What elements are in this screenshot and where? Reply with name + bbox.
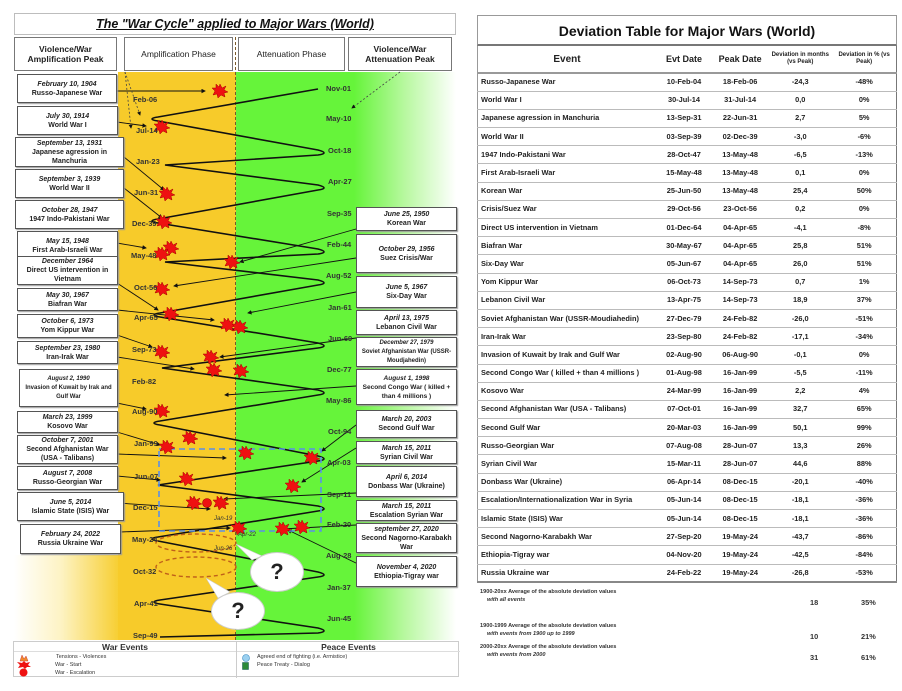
table-row: [478, 364, 897, 382]
cell-dev-months: -17,1: [768, 328, 832, 346]
cell-evt-date: 15-Mar-11: [656, 455, 712, 473]
amp-peak-label: Jan-23: [136, 157, 160, 166]
cell-event: Soviet Afghanistan War (USSR-Moudiahedin): [478, 309, 656, 327]
cell-dev-months: 18,9: [768, 291, 832, 309]
cell-event: Russo-Georgian War: [478, 437, 656, 455]
cell-peak-date: 04-Apr-65: [712, 255, 768, 273]
averages-section: [477, 583, 897, 683]
amp-peak-label: Jul-14: [136, 126, 158, 135]
cell-event: Lebanon Civil War: [478, 291, 656, 309]
cell-peak-date: 24-Feb-82: [712, 328, 768, 346]
cell-event: 1947 Indo-Pakistani War: [478, 146, 656, 164]
amp-peak-label: Feb-06: [133, 95, 158, 104]
table-row: [478, 346, 897, 364]
cell-dev-months: 0,2: [768, 200, 832, 218]
cell-evt-date: 20-Mar-03: [656, 419, 712, 437]
cell-dev-months: 26,0: [768, 255, 832, 273]
cell-dev-pct: -36%: [832, 510, 896, 528]
event-box-congo: August 1, 1998 Second Congo War ( killed + than 4 millions ): [356, 369, 457, 405]
event-box-donbass: April 6, 2014 Donbass War (Ukraine): [356, 466, 457, 497]
average-months: 18: [810, 598, 819, 608]
forecast-bubble-2: ?: [211, 592, 265, 630]
att-peak-label: Apr-03: [327, 458, 351, 467]
cell-dev-pct: -8%: [832, 219, 896, 237]
amp-peak-label: Dec-39: [132, 219, 157, 228]
table-row: [478, 437, 897, 455]
cell-evt-date: 13-Sep-31: [656, 109, 712, 127]
amp-peak-label: Sep-49: [133, 631, 158, 640]
event-box-kosovo: March 23, 1999 Kosovo War: [17, 411, 118, 433]
cell-evt-date: 01-Dec-64: [656, 219, 712, 237]
table-row: [478, 564, 897, 582]
cell-event: Biafran War: [478, 237, 656, 255]
cell-evt-date: 05-Jun-67: [656, 255, 712, 273]
cell-dev-pct: -6%: [832, 128, 896, 146]
cell-evt-date: 10-Feb-04: [656, 73, 712, 91]
cell-peak-date: 24-Feb-82: [712, 309, 768, 327]
table-row: [478, 328, 897, 346]
cell-peak-date: 23-Oct-56: [712, 200, 768, 218]
deviation-table-panel: [477, 15, 897, 683]
cell-event: Invasion of Kuwait by Irak and Gulf War: [478, 346, 656, 364]
event-box-manchuria: September 13, 1931 Japanese agression in Manchuria: [15, 137, 124, 167]
table-row: [478, 528, 897, 546]
cell-evt-date: 24-Feb-22: [656, 564, 712, 582]
col-evt-date: Evt Date: [656, 46, 712, 73]
cell-evt-date: 13-Apr-75: [656, 291, 712, 309]
amp-peak-label: Apr-41: [134, 599, 158, 608]
cell-dev-months: -20,1: [768, 473, 832, 491]
amp-peak-label: Sep-73: [132, 345, 157, 354]
amp-peak-label: May-48: [131, 251, 157, 260]
cell-evt-date: 07-Oct-01: [656, 400, 712, 418]
att-peak-label: May-10: [326, 114, 352, 123]
event-box-iran-irak: September 23, 1980 Iran-Irak War: [17, 341, 118, 364]
cell-dev-pct: -40%: [832, 473, 896, 491]
table-row: [478, 146, 897, 164]
cell-dev-months: -26,8: [768, 564, 832, 582]
cell-peak-date: 19-May-24: [712, 546, 768, 564]
cell-dev-pct: 4%: [832, 382, 896, 400]
deviation-table: [477, 46, 897, 583]
cell-event: Russo-Japanese War: [478, 73, 656, 91]
cell-evt-date: 03-Sep-39: [656, 128, 712, 146]
legend: [13, 641, 459, 677]
table-row: [478, 200, 897, 218]
cell-dev-months: 13,3: [768, 437, 832, 455]
header-att-phase: Attenuation Phase: [238, 37, 345, 71]
cell-event: Escalation/Internationalization War in Syria: [478, 491, 656, 509]
event-box-russo-japanese: February 10, 1904 Russo-Japanese War: [17, 74, 117, 103]
amp-peak-label: Jun-07: [134, 472, 159, 481]
col-event: Event: [478, 46, 656, 73]
cell-event: Islamic State (ISIS) War: [478, 510, 656, 528]
cell-peak-date: 02-Dec-39: [712, 128, 768, 146]
cell-dev-months: -43,7: [768, 528, 832, 546]
cell-peak-date: 13-May-48: [712, 182, 768, 200]
event-box-isis: June 5, 2014 Islamic State (ISIS) War: [17, 492, 124, 521]
cell-dev-pct: -48%: [832, 73, 896, 91]
cell-event: World War I: [478, 91, 656, 109]
cell-event: Syrian Civil War: [478, 455, 656, 473]
cell-evt-date: 07-Aug-08: [656, 437, 712, 455]
header-att-peak: Violence/War Attenuation Peak: [348, 37, 452, 71]
cell-dev-months: -6,5: [768, 146, 832, 164]
cell-peak-date: 22-Jun-31: [712, 109, 768, 127]
cell-dev-pct: 65%: [832, 400, 896, 418]
average-label: 2000-20xx Average of the absolute deviation values: [480, 644, 617, 651]
table-row: [478, 219, 897, 237]
cell-dev-months: -42,5: [768, 546, 832, 564]
cell-dev-pct: -84%: [832, 546, 896, 564]
cell-dev-months: 2,2: [768, 382, 832, 400]
table-row: [478, 382, 897, 400]
amp-peak-label: Aug-90: [132, 407, 158, 416]
att-peak-label: Oct-94: [328, 427, 352, 436]
cell-peak-date: 14-Sep-73: [712, 291, 768, 309]
cell-dev-months: -24,3: [768, 73, 832, 91]
event-box-russia-ukraine: February 24, 2022 Russia Ukraine War: [20, 524, 121, 554]
cell-peak-date: 04-Apr-65: [712, 237, 768, 255]
minor-date-label: Apr-22: [238, 532, 256, 538]
event-box-gulf2: March 20, 2003 Second Gulf War: [356, 410, 457, 438]
table-title: Deviation Table for Major Wars (World): [477, 15, 897, 46]
cell-dev-months: 0,0: [768, 91, 832, 109]
cell-dev-pct: 26%: [832, 437, 896, 455]
cell-peak-date: 08-Dec-15: [712, 510, 768, 528]
table-row: [478, 309, 897, 327]
cell-dev-pct: -11%: [832, 364, 896, 382]
cell-dev-pct: 51%: [832, 255, 896, 273]
event-box-arab-israeli: May 15, 1948 First Arab-Israeli War: [17, 231, 118, 260]
cell-dev-pct: 0%: [832, 200, 896, 218]
table-header-row: [478, 46, 897, 73]
event-box-escalation-syria: March 15, 2011 Escalation Syrian War: [356, 500, 457, 521]
cell-dev-months: -3,0: [768, 128, 832, 146]
cell-dev-months: 32,7: [768, 400, 832, 418]
cell-dev-pct: 50%: [832, 182, 896, 200]
table-row: [478, 164, 897, 182]
att-peak-label: Oct-18: [328, 146, 352, 155]
cell-peak-date: 08-Dec-15: [712, 491, 768, 509]
cell-peak-date: 14-Sep-73: [712, 273, 768, 291]
cell-peak-date: 04-Apr-65: [712, 219, 768, 237]
cell-event: Iran-Irak War: [478, 328, 656, 346]
table-body: [478, 73, 897, 582]
header-amp-phase: Amplification Phase: [124, 37, 233, 71]
att-peak-label: Aug-28: [326, 551, 352, 560]
cell-dev-months: -0,1: [768, 346, 832, 364]
event-box-afghanistan: October 7, 2001 Second Afghanistan War (USA - Talibans): [17, 435, 118, 464]
cell-dev-pct: 99%: [832, 419, 896, 437]
cell-peak-date: 18-Feb-06: [712, 73, 768, 91]
col-dev-months: Deviation in months (vs Peak): [768, 46, 832, 73]
table-row: [478, 182, 897, 200]
event-box-kuwait: August 2, 1990 Invasion of Kuwait by Irak and Gulf War: [19, 369, 118, 407]
event-box-ww2: September 3, 1939 World War II: [15, 169, 124, 198]
event-box-russo-georgian: August 7, 2008 Russo-Georgian War: [17, 466, 118, 490]
cell-event: Korean War: [478, 182, 656, 200]
cell-peak-date: 13-May-48: [712, 146, 768, 164]
table-row: [478, 73, 897, 91]
att-peak-label: Aug-52: [326, 271, 352, 280]
cell-dev-pct: -34%: [832, 328, 896, 346]
col-dev-pct: Deviation in % (vs Peak): [832, 46, 896, 73]
legend-peace-events: Peace Events Agreed end of fighting (i.e. Armistice) Peace Treaty - Dialog: [237, 642, 460, 678]
table-row: [478, 455, 897, 473]
cell-dev-pct: 5%: [832, 109, 896, 127]
cell-dev-pct: -53%: [832, 564, 896, 582]
cell-event: Yom Kippur War: [478, 273, 656, 291]
cell-peak-date: 13-May-48: [712, 164, 768, 182]
cell-dev-pct: 0%: [832, 91, 896, 109]
cell-dev-pct: -51%: [832, 309, 896, 327]
event-box-nagorno: september 27, 2020 Second Nagorno-Karabakh War: [356, 523, 457, 553]
cell-peak-date: 16-Jan-99: [712, 364, 768, 382]
cell-evt-date: 06-Oct-73: [656, 273, 712, 291]
event-box-tigray: November 4, 2020 Ethiopia-Tigray war: [356, 556, 457, 587]
amp-peak-label: Feb-82: [132, 377, 157, 386]
amp-peak-label: Apr-65: [134, 313, 158, 322]
cell-dev-months: 25,8: [768, 237, 832, 255]
att-peak-label: Jun-45: [327, 614, 352, 623]
table-row: [478, 291, 897, 309]
cell-event: Six-Day War: [478, 255, 656, 273]
event-box-indo-pak: October 28, 1947 1947 Indo-Pakistani War: [15, 200, 124, 229]
amp-peak-label: Jan-99: [134, 439, 158, 448]
event-box-six-day: June 5, 1967 Six-Day War: [356, 276, 457, 308]
peace-treaty-icon: [242, 662, 249, 670]
table-row: [478, 128, 897, 146]
cell-dev-pct: 0%: [832, 164, 896, 182]
cell-evt-date: 05-Jun-14: [656, 491, 712, 509]
table-row: [478, 546, 897, 564]
cell-event: Second Nagorno-Karabakh War: [478, 528, 656, 546]
cell-evt-date: 01-Aug-98: [656, 364, 712, 382]
cell-event: Second Gulf War: [478, 419, 656, 437]
table-row: [478, 109, 897, 127]
cell-dev-pct: 37%: [832, 291, 896, 309]
att-peak-label: Nov-01: [326, 84, 352, 93]
average-label: 1900-20xx Average of the absolute deviation values: [480, 589, 617, 596]
cell-dev-months: 44,6: [768, 455, 832, 473]
table-row: [478, 273, 897, 291]
average-sublabel: with all events: [487, 597, 526, 604]
cell-dev-months: 2,7: [768, 109, 832, 127]
att-peak-label: Jan-37: [327, 583, 351, 592]
table-row: [478, 419, 897, 437]
event-box-soviet-afghan: December 27, 1979 Soviet Afghanistan War (USSR-Moudjahedin): [356, 337, 457, 367]
average-pct: 61%: [861, 653, 876, 663]
cell-evt-date: 30-May-67: [656, 237, 712, 255]
cell-dev-months: -26,0: [768, 309, 832, 327]
cell-peak-date: 06-Aug-90: [712, 346, 768, 364]
cell-evt-date: 05-Jun-14: [656, 510, 712, 528]
cell-event: Kosovo War: [478, 382, 656, 400]
att-peak-label: Apr-27: [328, 177, 352, 186]
cell-dev-pct: 88%: [832, 455, 896, 473]
cell-evt-date: 30-Jul-14: [656, 91, 712, 109]
event-box-yom-kippur: October 6, 1973 Yom Kippur War: [17, 314, 118, 338]
cell-dev-months: 0,1: [768, 164, 832, 182]
war-escalation-icon: [19, 668, 28, 677]
table-row: [478, 91, 897, 109]
cell-dev-months: -5,5: [768, 364, 832, 382]
amp-peak-label: Jun-31: [134, 188, 159, 197]
cell-event: Donbass War (Ukraine): [478, 473, 656, 491]
cell-peak-date: 28-Jun-07: [712, 437, 768, 455]
event-box-syrian-civil: March 15, 2011 Syrian Civil War: [356, 441, 457, 464]
cell-evt-date: 27-Dec-79: [656, 309, 712, 327]
legend-war-events: War Events Tensions - Violences War - Start War - Escalation: [14, 642, 237, 678]
amp-peak-label: Dec-15: [133, 503, 158, 512]
cell-peak-date: 16-Jan-99: [712, 400, 768, 418]
cell-dev-months: 25,4: [768, 182, 832, 200]
table-row: [478, 510, 897, 528]
cell-peak-date: 16-Jan-99: [712, 382, 768, 400]
cell-peak-date: 28-Jun-07: [712, 455, 768, 473]
cell-dev-months: 0,7: [768, 273, 832, 291]
table-row: [478, 473, 897, 491]
cell-evt-date: 04-Nov-20: [656, 546, 712, 564]
armistice-icon: [242, 654, 250, 662]
table-row: [478, 237, 897, 255]
event-box-biafran: May 30, 1967 Biafran War: [17, 288, 118, 311]
event-box-vietnam: December 1964 Direct US intervention in Vietnam: [17, 256, 118, 285]
minor-date-label: Jun-26: [214, 546, 233, 552]
event-box-lebanon: April 13, 1975 Lebanon Civil War: [356, 310, 457, 335]
att-peak-label: Sep-35: [327, 209, 352, 218]
amp-peak-label: Oct-56: [134, 283, 158, 292]
amp-peak-label: Oct-32: [133, 567, 157, 576]
average-pct: 35%: [861, 598, 876, 608]
cell-evt-date: 29-Oct-56: [656, 200, 712, 218]
header-amp-peak: Violence/War Amplification Peak: [14, 37, 117, 71]
average-sublabel: with events from 2000: [487, 652, 546, 659]
cell-evt-date: 23-Sep-80: [656, 328, 712, 346]
table-row: [478, 255, 897, 273]
att-peak-label: Sep-11: [327, 490, 352, 499]
cell-dev-months: -4,1: [768, 219, 832, 237]
att-peak-label: Jan-61: [328, 303, 352, 312]
cell-dev-pct: -86%: [832, 528, 896, 546]
cell-peak-date: 08-Dec-15: [712, 473, 768, 491]
att-peak-label: May-86: [326, 396, 352, 405]
cell-evt-date: 06-Apr-14: [656, 473, 712, 491]
cell-dev-months: -18,1: [768, 491, 832, 509]
average-months: 31: [810, 653, 819, 663]
cell-dev-pct: -36%: [832, 491, 896, 509]
forecast-bubble-1: ?: [250, 552, 304, 592]
cell-evt-date: 27-Sep-20: [656, 528, 712, 546]
att-peak-label: Jun-69: [328, 334, 353, 343]
cell-event: Crisis/Suez War: [478, 200, 656, 218]
cell-peak-date: 16-Jan-99: [712, 419, 768, 437]
cell-event: First Arab-Israeli War: [478, 164, 656, 182]
cell-evt-date: 15-May-48: [656, 164, 712, 182]
cell-dev-months: -18,1: [768, 510, 832, 528]
cell-peak-date: 19-May-24: [712, 564, 768, 582]
minor-date-label: Jan-19: [214, 516, 233, 522]
cell-peak-date: 19-May-24: [712, 528, 768, 546]
amp-peak-label: May-24: [132, 535, 158, 544]
att-peak-label: Dec-77: [327, 365, 352, 374]
cell-dev-pct: -13%: [832, 146, 896, 164]
event-box-korean: June 25, 1950 Korean War: [356, 207, 457, 231]
cell-event: World War II: [478, 128, 656, 146]
cell-event: Direct US intervention in Vietnam: [478, 219, 656, 237]
cell-evt-date: 25-Jun-50: [656, 182, 712, 200]
att-peak-label: Feb-44: [327, 240, 352, 249]
cell-event: Russia Ukraine war: [478, 564, 656, 582]
att-peak-label: Feb-20: [327, 520, 352, 529]
cell-event: Second Afghanistan War (USA - Talibans): [478, 400, 656, 418]
cell-evt-date: 02-Aug-90: [656, 346, 712, 364]
event-box-ww1: July 30, 1914 World War I: [17, 106, 118, 135]
average-months: 10: [810, 632, 819, 642]
average-label: 1900-1999 Average of the absolute deviation values: [480, 623, 617, 630]
col-peak-date: Peak Date: [712, 46, 768, 73]
table-row: [478, 491, 897, 509]
table-row: [478, 400, 897, 418]
cell-evt-date: 28-Oct-47: [656, 146, 712, 164]
cell-dev-pct: 51%: [832, 237, 896, 255]
cell-dev-months: 50,1: [768, 419, 832, 437]
cell-peak-date: 31-Jul-14: [712, 91, 768, 109]
diagram-title: The "War Cycle" applied to Major Wars (World): [14, 13, 456, 35]
average-sublabel: with events from 1900 up to 1999: [487, 631, 575, 638]
cell-event: Ethiopia-Tigray war: [478, 546, 656, 564]
cell-dev-pct: 1%: [832, 273, 896, 291]
cell-dev-pct: 0%: [832, 346, 896, 364]
average-pct: 21%: [861, 632, 876, 642]
cell-event: Second Congo War ( killed + than 4 millions ): [478, 364, 656, 382]
event-box-suez: October 29, 1956 Suez Crisis/War: [356, 234, 457, 273]
cell-event: Japanese agression in Manchuria: [478, 109, 656, 127]
cell-evt-date: 24-Mar-99: [656, 382, 712, 400]
